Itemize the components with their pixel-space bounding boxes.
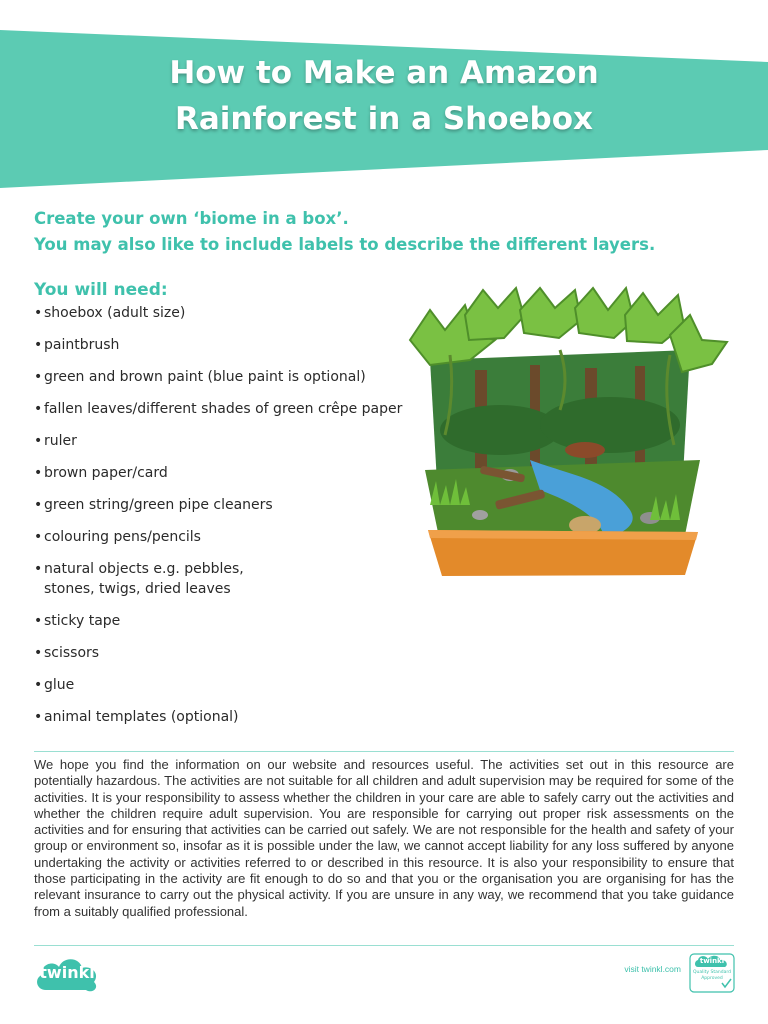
list-item: • green and brown paint (blue paint is optional) — [34, 369, 366, 385]
list-item: • sticky tape — [34, 613, 121, 629]
list-item: • scissors — [34, 645, 100, 661]
list-item: • natural objects e.g. pebbles, stones, twigs, dried leaves — [34, 559, 414, 599]
list-item: • glue — [34, 677, 75, 693]
list-item-continuation: stones, twigs, dried leaves — [44, 581, 231, 597]
list-item: • shoebox (adult size) — [34, 305, 186, 321]
disclaimer-text: We hope you find the information on our website and resources useful. The activities set out in this resource are potentially hazardous. The activities are not suitable for all children and adult supervision may be required for some of the activities. It is your responsibility to assess whether the children in your care are able to safely carry out the activities and whether the children require adult supervision. You are responsible for carrying out proper risk assessments on the activities and for ensuring that activities can be carried out safely. We are not responsible for the health and safety of your group or environment so, insofar as it is possible under the law, we cannot accept liability for any loss suffered by anyone undertaking the activity or activities referred to or described in this resource. It is also your responsibility to ensure that those participating in the activity are fit enough to do so and that you or the organisation you are organising for has the relevant insurance to carry out the physical activity. If you are unsure in any way, we recommend that you take guidance from a suitably qualified professional. — [34, 757, 734, 919]
materials-list — [34, 303, 414, 739]
list-item: • brown paper/card — [34, 465, 168, 481]
divider-top — [34, 751, 734, 752]
visit-link[interactable]: visit twinkl.com — [624, 964, 681, 974]
badge-text: Quality Standard Approved — [693, 970, 731, 981]
header-banner — [0, 0, 768, 190]
list-item: • green string/green pipe cleaners — [34, 497, 273, 513]
intro-text — [34, 206, 734, 258]
intro-line-1: Create your own ‘biome in a box’. — [34, 209, 349, 228]
list-item: • colouring pens/pencils — [34, 529, 201, 545]
divider-bottom — [34, 945, 734, 946]
quality-badge — [689, 953, 735, 993]
title-line-2: Rainforest in a Shoebox — [174, 101, 594, 137]
twinkl-logo[interactable] — [32, 950, 102, 998]
badge-brand: twinkl — [699, 957, 725, 965]
page-title — [0, 50, 768, 142]
list-item: • animal templates (optional) — [34, 709, 239, 725]
title-line-1: How to Make an Amazon — [169, 55, 599, 91]
rainforest-shoebox-illustration — [380, 280, 740, 580]
materials-heading: You will need: — [34, 280, 168, 300]
shoebox-illustration-icon — [380, 280, 740, 580]
list-item: • ruler — [34, 433, 77, 449]
list-item: • fallen leaves/different shades of green crêpe paper — [34, 401, 403, 417]
logo-text: twinkl — [39, 963, 95, 982]
list-item: • paintbrush — [34, 337, 120, 353]
intro-line-2: You may also like to include labels to describe the different layers. — [34, 235, 656, 254]
